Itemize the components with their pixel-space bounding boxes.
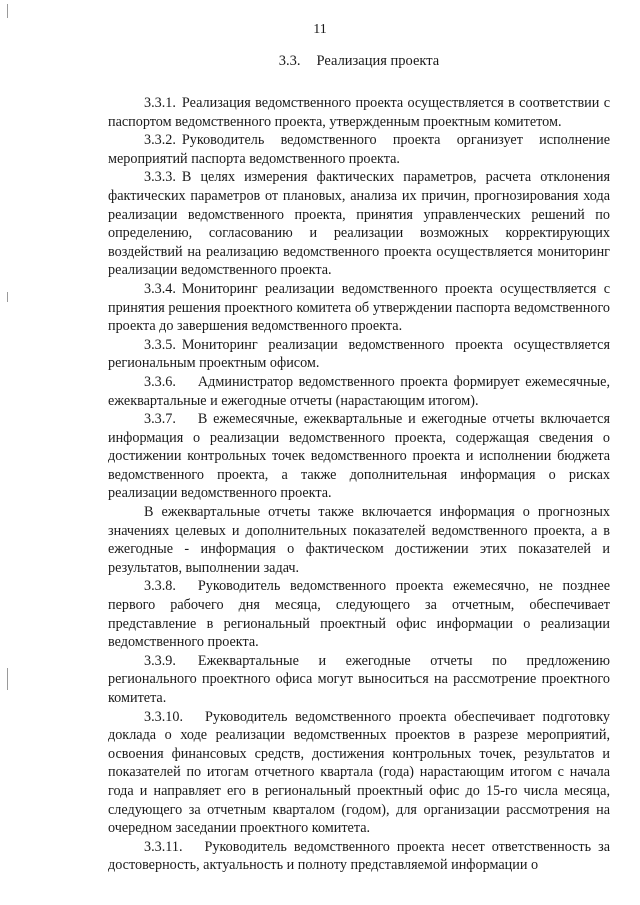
paragraph-text: В целях измерения фактических параметров, расчета отклонения фактических параметров от плановых, анализа их причин, прогнозирования хода реализации ведомственного проекта, принятия управленческих решений по определению, согласованию и реализации возможных корректирующих воздействий на реализацию ведомственного проекта осуществляется мониторинг реализации ведомственного проекта.: [108, 169, 610, 279]
paragraph-3-3-9: [108, 652, 610, 708]
paragraph-text: Администратор ведомственного проекта формирует ежемесячные, ежеквартальные и ежегодные отчеты (нарастающим итогом).: [108, 373, 610, 409]
paragraph-number: 3.3.10.: [144, 708, 184, 725]
scan-margin-mark: [7, 4, 8, 18]
paragraph-3-3-7: [108, 410, 610, 503]
paragraph-number: 3.3.3.: [144, 169, 176, 186]
paragraph-text: Ежеквартальные и ежегодные отчеты по предложению регионального проектного офиса могут выноситься на рассмотрение проектного комитета.: [108, 652, 610, 706]
paragraph-number: 3.3.11.: [144, 838, 183, 855]
paragraph-number: 3.3.6.: [144, 373, 176, 390]
paragraph-text: В ежеквартальные отчеты также включается информация о прогнозных значениях целевых и дополнительных показателей ведомственного проекта, а в ежегодные - информация о фактическом достижении этих показателей и результатов, выполнении задач.: [108, 504, 610, 576]
paragraph-text: Руководитель ведомственного проекта несет ответственность за достоверность, актуальность и полноту представляемой информации о: [108, 838, 610, 874]
scan-margin-mark: [7, 292, 8, 302]
paragraph-3-3-3: [108, 168, 610, 280]
paragraph-3-3-5: [108, 336, 610, 373]
paragraph-text: Руководитель ведомственного проекта ежемесячно, не позднее первого рабочего дня месяца, следующего за отчетным, обеспечивает представление в региональный проектный офис информации о реализации ведомственного проекта.: [108, 578, 610, 651]
section-number: 3.3.: [278, 53, 301, 69]
paragraph-number: 3.3.4.: [144, 280, 176, 297]
paragraph-text: В ежемесячные, ежеквартальные и ежегодные отчеты включается информация о реализации ведомственного проекта, содержащая сведения о достижении контрольных точек ведомственного проекта и исполнении бюджета ведомственного проекта, а также дополнительная информация о рисках реализации ведомственного проекта.: [108, 411, 610, 502]
paragraph-number: 3.3.5.: [144, 336, 176, 353]
paragraph-3-3-10: [108, 708, 610, 838]
paragraph-text: Мониторинг реализации ведомственного проекта осуществляется с принятия решения проектного комитета об утверждении паспорта ведомственного проекта до завершения ведомственного проекта.: [108, 280, 610, 335]
paragraph-3-3-1: [108, 94, 610, 131]
paragraph-text: Мониторинг реализации ведомственного проекта осуществляется региональным проектным офисом.: [108, 336, 610, 372]
paragraph-3-3-11: [108, 838, 610, 875]
page-number: 11: [313, 22, 327, 37]
paragraph-3-3-4: [108, 280, 610, 336]
paragraph-text: Руководитель ведомственного проекта обеспечивает подготовку доклада о ходе реализации ведомственных проектов в разрезе мероприятий, освоения финансовых средств, достижения контрольных точек, результатов и показателей по итогам отчетного квартала (года) нарастающим итогом с начала года и направляет его в региональный проектный офис до 15-го числа месяца, следующего за отчетным кварталом (годом), для организации рассмотрения на очередном заседании проектного комитета.: [108, 708, 610, 837]
paragraph-number: 3.3.1.: [144, 95, 176, 111]
paragraph-3-3-2: [108, 131, 610, 168]
section-title: Реализация проекта: [316, 53, 440, 69]
paragraph-number: 3.3.8.: [144, 578, 176, 595]
paragraph-3-3-6: [108, 373, 610, 410]
paragraph-3-3-8: [108, 577, 610, 651]
section-body: [108, 94, 610, 875]
paragraph-text: Реализация ведомственного проекта осуществляется в соответствии с паспортом ведомственного проекта, утвержденным проектным комитетом.: [108, 95, 610, 130]
scan-margin-mark: [7, 668, 8, 690]
paragraph-number: 3.3.2.: [144, 132, 176, 149]
paragraph-text: Руководитель ведомственного проекта организует исполнение мероприятий паспорта ведомственного проекта.: [108, 132, 610, 167]
paragraph-number: 3.3.9.: [144, 652, 176, 669]
section-heading: [108, 52, 610, 70]
paragraph-3-3-7-continued: [108, 503, 610, 577]
paragraph-number: 3.3.7.: [144, 411, 176, 428]
